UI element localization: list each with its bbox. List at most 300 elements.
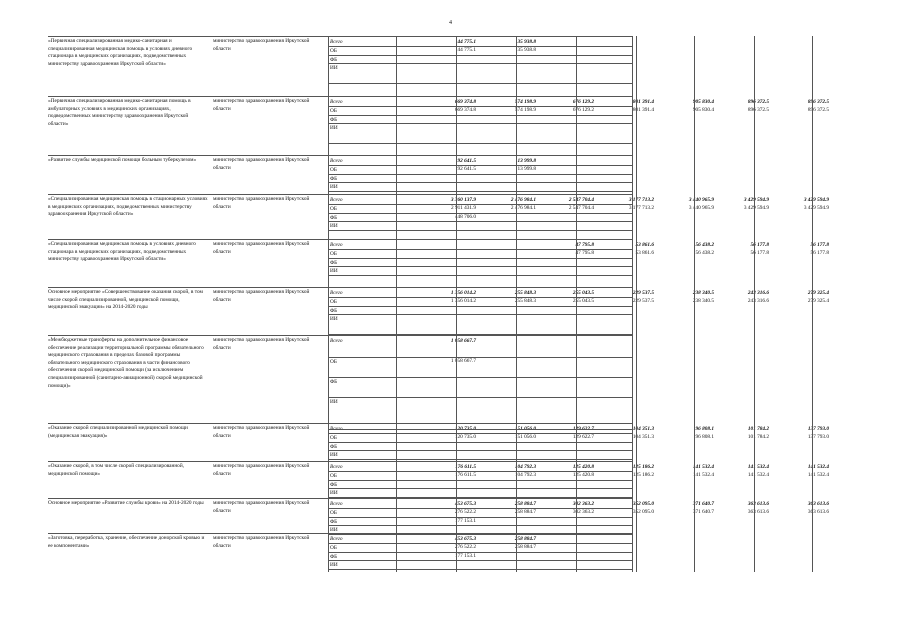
value-cell — [537, 337, 595, 345]
value-cell: 453 675.3 — [454, 536, 476, 542]
value-cell: 676 129.2 — [572, 99, 594, 105]
value-cell: 1 058 667.7 — [450, 358, 476, 364]
grid-row-line — [328, 480, 632, 481]
value-cell — [419, 306, 477, 314]
value-cell: 44 775.1 — [457, 39, 476, 45]
grid-row-line — [328, 191, 632, 192]
row-name: «Оказание скорой специализированной медицинской помощи (медицинская эвакуация)» — [48, 425, 188, 439]
row-executor: министерство здравоохранения Иркутской области — [213, 500, 310, 514]
value-cell — [537, 46, 595, 54]
grid-column-line — [576, 36, 577, 572]
value-cell — [712, 397, 770, 405]
grid-row-line — [328, 123, 632, 124]
value-cell — [597, 46, 655, 54]
value-cell: 363 613.6 — [747, 509, 769, 516]
grid-row-line — [328, 560, 632, 561]
row-name: Основное мероприятие «Совершенствование оказания скорой, в том числе скорой специализированной, медицинской помощи, медицинской эвакуации» на 2014-2020 годы — [48, 289, 203, 311]
source-label-ob: ОБ — [328, 433, 436, 441]
value-cell — [479, 480, 537, 488]
value-cell — [597, 314, 655, 322]
value-cell — [772, 182, 830, 190]
value-cell: 258 884.7 — [514, 536, 536, 542]
value-cell — [712, 552, 770, 560]
source-label-fb: ФБ — [328, 174, 436, 182]
value-cell — [537, 517, 595, 525]
value-cell: 120 735.0 — [454, 426, 476, 432]
value-cell: 125 186.2 — [632, 464, 654, 470]
grid-row-line — [328, 314, 632, 315]
grid-row-line — [328, 334, 632, 335]
row-executor: министерство здравоохранения Иркутской области — [213, 157, 310, 171]
value-cell — [597, 157, 655, 165]
value-cell — [479, 258, 537, 266]
value-cell — [419, 314, 477, 322]
value-cell — [712, 488, 770, 496]
value-cell: 243 316.6 — [747, 290, 769, 296]
grid-row-line — [328, 357, 632, 358]
value-cell — [537, 258, 595, 266]
value-cell — [712, 115, 770, 123]
source-label-ob: ОБ — [328, 106, 436, 114]
value-cell: 896 372.5 — [807, 107, 829, 114]
row-executor: министерство здравоохранения Иркутской области — [213, 535, 310, 549]
source-label-fb: ФБ — [328, 552, 436, 560]
value-cell — [419, 63, 477, 71]
source-label-ii: ИИ — [328, 123, 436, 143]
grid-row-line — [328, 543, 632, 544]
value-cell — [597, 266, 655, 274]
value-cell: 279 325.4 — [807, 298, 829, 305]
value-cell — [597, 123, 655, 131]
row-name: «Развитие службы медицинской помощи больным туберкулезом» — [48, 157, 197, 163]
value-cell — [419, 488, 477, 496]
source-label-fb: ФБ — [328, 213, 436, 221]
value-cell — [597, 174, 655, 182]
value-cell — [712, 157, 770, 165]
value-cell — [772, 442, 830, 450]
value-cell — [657, 377, 715, 385]
source-label-fb: ФБ — [328, 480, 436, 488]
value-cell — [657, 174, 715, 182]
source-label-fb: ФБ — [328, 442, 436, 450]
value-cell: 2 911 431.9 — [451, 205, 476, 212]
value-cell — [479, 55, 537, 63]
value-cell — [712, 535, 770, 543]
value-cell: 151 056.0 — [514, 434, 536, 441]
value-cell: 177 153.1 — [454, 517, 476, 524]
value-cell — [479, 488, 537, 496]
grid-row-line — [328, 297, 632, 298]
value-cell — [479, 314, 537, 322]
value-cell — [419, 480, 477, 488]
source-label-ii: ИИ — [328, 314, 436, 334]
value-cell: 255 848.3 — [514, 290, 536, 296]
value-cell — [419, 123, 477, 131]
source-label-total: Всего — [328, 425, 436, 433]
grid-row-line — [328, 258, 632, 259]
value-cell — [479, 115, 537, 123]
grid-row-line — [328, 165, 632, 166]
value-cell: 255 848.3 — [514, 298, 536, 305]
value-cell: 801 391.4 — [632, 107, 654, 114]
value-cell — [657, 525, 715, 533]
value-cell: 363 613.6 — [807, 501, 829, 507]
value-cell — [772, 115, 830, 123]
value-cell — [772, 38, 830, 46]
value-cell — [657, 266, 715, 274]
value-cell: 129 622.7 — [572, 434, 594, 441]
value-cell — [772, 397, 830, 405]
value-cell — [772, 337, 830, 345]
value-cell: 92 641.5 — [457, 158, 476, 164]
value-cell — [537, 63, 595, 71]
value-cell — [712, 442, 770, 450]
value-cell — [657, 63, 715, 71]
grid-column-line — [516, 36, 517, 572]
grid-row-line — [328, 213, 632, 214]
row-name: «Первичная специализированная медико-санитарная помощь в амбулаторных условиях в медицинских организациях, подведомственных министерству здравоохранения Иркутской области» — [48, 98, 191, 127]
value-cell: 3 177 713.2 — [628, 197, 654, 203]
grid-column-line — [456, 36, 457, 572]
value-cell: 141 532.4 — [692, 472, 714, 479]
grid-row-line — [328, 569, 632, 570]
source-label-ii: ИИ — [328, 488, 436, 496]
value-cell — [657, 560, 715, 568]
value-cell: 896 372.5 — [747, 107, 769, 114]
grid-row-line — [328, 450, 632, 451]
value-cell — [772, 174, 830, 182]
value-cell — [772, 63, 830, 71]
value-cell: 896 372.5 — [807, 99, 829, 105]
value-cell — [712, 480, 770, 488]
value-cell: 676 129.2 — [572, 107, 594, 114]
value-cell — [657, 480, 715, 488]
value-cell: 276 522.2 — [454, 544, 476, 551]
value-cell — [479, 377, 537, 385]
value-cell: 56 177.8 — [750, 242, 769, 248]
value-cell — [657, 357, 715, 365]
value-cell — [537, 55, 595, 63]
value-cell — [657, 38, 715, 46]
value-cell: 3 360 137.9 — [450, 197, 476, 203]
grid-row-line — [328, 63, 632, 64]
source-label-ob: ОБ — [328, 204, 436, 212]
value-cell: 3 429 594.9 — [743, 197, 769, 203]
value-cell — [657, 450, 715, 458]
value-cell: 141 532.4 — [807, 472, 829, 479]
value-cell — [712, 543, 770, 551]
value-cell — [597, 306, 655, 314]
grid-row-line — [328, 143, 632, 144]
value-cell: 3 429 594.9 — [743, 205, 769, 212]
value-cell: 101 784.2 — [747, 434, 769, 441]
source-label-total: Всего — [328, 196, 436, 204]
value-cell: 276 522.2 — [454, 509, 476, 516]
row-separator — [48, 96, 632, 97]
value-cell — [772, 488, 830, 496]
grid-row-line — [328, 55, 632, 56]
value-cell — [657, 182, 715, 190]
value-cell — [479, 517, 537, 525]
value-cell — [712, 63, 770, 71]
grid-row-line — [328, 488, 632, 489]
value-cell — [597, 357, 655, 365]
source-label-fb: ФБ — [328, 306, 436, 314]
value-cell — [597, 213, 655, 221]
source-label-fb: ФБ — [328, 517, 436, 525]
value-cell: 141 532.4 — [747, 464, 769, 470]
value-cell: 3 429 594.9 — [803, 205, 829, 212]
value-cell — [657, 397, 715, 405]
value-cell — [479, 63, 537, 71]
value-cell — [537, 442, 595, 450]
value-cell — [712, 38, 770, 46]
value-cell: 44 775.1 — [457, 47, 476, 54]
value-cell — [537, 560, 595, 568]
value-cell — [712, 266, 770, 274]
value-cell — [772, 357, 830, 365]
value-cell — [712, 357, 770, 365]
grid-column-line — [396, 36, 397, 572]
value-cell — [772, 123, 830, 131]
value-cell — [479, 123, 537, 131]
source-label-ii: ИИ — [328, 397, 436, 429]
grid-row-line — [328, 46, 632, 47]
row-name: «Межбюджетные трансферты на дополнительное финансовое обеспечение реализации территориальной программы обязательного медицинского страхования в пределах базовой программы обязательного медицинского страхования в части финансового обеспечения скорой медицинской помощи (за исключением специализированной (санитарно-авиационной) скорой медицинской помощи)» — [48, 337, 204, 389]
value-cell — [657, 157, 715, 165]
value-cell: 669 374.8 — [454, 99, 476, 105]
row-name: «Первичная специализированная медико-санитарная и специализированная медицинская помощь в условиях дневного стационара в медицинских организациях, подведомственных министерству здравоохранения Иркутской области» — [48, 38, 193, 67]
value-cell — [597, 165, 655, 173]
value-cell: 3 177 713.2 — [628, 205, 654, 212]
source-label-total: Всего — [328, 289, 436, 297]
value-cell — [597, 535, 655, 543]
value-cell — [537, 115, 595, 123]
value-cell: 125 420.8 — [572, 472, 594, 479]
value-cell — [712, 306, 770, 314]
value-cell — [597, 560, 655, 568]
grid-column-line — [636, 36, 637, 572]
value-cell — [712, 213, 770, 221]
value-cell — [712, 377, 770, 385]
value-cell — [537, 480, 595, 488]
value-cell — [772, 306, 830, 314]
value-cell — [419, 115, 477, 123]
value-cell — [657, 123, 715, 131]
value-cell: 104 351.3 — [632, 426, 654, 432]
grid-row-line — [328, 275, 632, 276]
value-cell — [537, 266, 595, 274]
value-cell — [537, 535, 595, 543]
row-name: «Специализированная медицинская помощь в стационарных условиях в медицинских организациях, подведомственных министерству здравоохранения Иркутской области» — [48, 196, 208, 218]
value-cell: 92 641.5 — [457, 166, 476, 173]
value-cell: 141 532.4 — [747, 472, 769, 479]
value-cell: 120 735.0 — [454, 434, 476, 441]
grid-row-line — [328, 433, 632, 434]
value-cell — [712, 560, 770, 568]
value-cell — [479, 213, 537, 221]
value-cell: 151 056.0 — [514, 426, 536, 432]
value-cell: 302 363.2 — [572, 501, 594, 507]
value-cell: 453 675.3 — [454, 501, 476, 507]
value-cell: 2 476 984.1 — [510, 197, 536, 203]
value-cell — [537, 377, 595, 385]
value-cell — [712, 314, 770, 322]
value-cell — [712, 165, 770, 173]
value-cell — [772, 517, 830, 525]
value-cell: 56 438.2 — [695, 242, 714, 248]
grid-row-line — [328, 83, 632, 84]
value-cell: 137 793.0 — [807, 434, 829, 441]
value-cell — [479, 397, 537, 405]
value-cell — [419, 182, 477, 190]
value-cell: 53 861.6 — [635, 250, 654, 257]
value-cell: 238 340.5 — [692, 298, 714, 305]
value-cell — [772, 165, 830, 173]
value-cell: 176 611.5 — [455, 464, 476, 470]
source-label-fb: ФБ — [328, 55, 436, 63]
value-cell: 47 795.8 — [575, 242, 594, 248]
value-cell — [657, 517, 715, 525]
value-cell — [772, 46, 830, 54]
value-cell — [657, 115, 715, 123]
value-cell — [597, 337, 655, 345]
value-cell — [772, 535, 830, 543]
value-cell — [772, 560, 830, 568]
value-cell: 3 429 594.9 — [803, 197, 829, 203]
grid-row-line — [328, 174, 632, 175]
value-cell — [537, 182, 595, 190]
source-label-ii: ИИ — [328, 63, 436, 83]
value-cell — [597, 377, 655, 385]
value-cell: 258 884.7 — [514, 544, 536, 551]
value-cell — [657, 442, 715, 450]
value-cell — [537, 357, 595, 365]
row-executor: министерство здравоохранения Иркутской области — [213, 241, 310, 255]
row-separator — [48, 423, 632, 424]
value-cell: 255 043.5 — [572, 290, 594, 296]
value-cell: 229 537.5 — [632, 290, 654, 296]
value-cell: 176 611.5 — [455, 472, 476, 479]
value-cell — [479, 337, 537, 345]
value-cell: 229 537.5 — [632, 298, 654, 305]
value-cell — [597, 552, 655, 560]
value-cell — [597, 182, 655, 190]
value-cell — [597, 543, 655, 551]
row-executor: министерство здравоохранения Иркутской области — [213, 425, 310, 439]
value-cell — [537, 123, 595, 131]
source-label-total: Всего — [328, 500, 436, 508]
value-cell — [657, 314, 715, 322]
value-cell — [479, 306, 537, 314]
grid-row-line — [328, 459, 632, 460]
value-cell — [657, 46, 715, 54]
grid-column-line — [632, 36, 633, 572]
value-cell — [657, 165, 715, 173]
source-label-total: Всего — [328, 157, 436, 165]
source-label-ob: ОБ — [328, 543, 436, 551]
value-cell — [419, 560, 477, 568]
value-cell: 801 391.4 — [632, 99, 654, 105]
grid-row-line — [328, 552, 632, 553]
value-cell — [657, 55, 715, 63]
grid-row-line — [328, 204, 632, 205]
row-separator — [48, 461, 632, 462]
value-cell — [597, 442, 655, 450]
value-cell: 96 808.1 — [695, 426, 714, 432]
value-cell: 104 792.3 — [514, 464, 536, 470]
source-label-fb: ФБ — [328, 115, 436, 123]
value-cell: 125 420.8 — [572, 464, 594, 470]
value-cell: 96 808.1 — [695, 434, 714, 441]
value-cell — [657, 337, 715, 345]
value-cell — [657, 543, 715, 551]
grid-row-line — [328, 508, 632, 509]
value-cell: 243 316.6 — [747, 298, 769, 305]
value-cell — [419, 249, 477, 257]
grid-row-line — [328, 429, 632, 430]
value-cell: 2 547 704.4 — [568, 205, 594, 212]
row-separator — [48, 36, 632, 37]
value-cell: 3 440 965.9 — [688, 205, 714, 212]
value-cell — [657, 535, 715, 543]
value-cell — [479, 442, 537, 450]
value-cell: 574 198.9 — [514, 107, 536, 114]
grid-row-line — [328, 266, 632, 267]
value-cell: 448 706.0 — [454, 213, 476, 220]
value-cell — [597, 221, 655, 229]
grid-row-line — [328, 306, 632, 307]
grid-row-line — [328, 182, 632, 183]
source-label-ob: ОБ — [328, 357, 436, 377]
value-cell — [537, 213, 595, 221]
grid-column-line — [754, 36, 755, 572]
value-cell: 896 372.5 — [747, 99, 769, 105]
value-cell — [712, 55, 770, 63]
value-cell — [772, 552, 830, 560]
source-label-ii: ИИ — [328, 560, 436, 568]
value-cell — [419, 442, 477, 450]
value-cell — [479, 241, 537, 249]
value-cell — [479, 450, 537, 458]
value-cell: 13 999.8 — [517, 158, 536, 164]
value-cell: 35 938.8 — [517, 39, 536, 45]
value-cell: 905 830.4 — [692, 107, 714, 114]
source-label-total: Всего — [328, 337, 436, 357]
source-label-total: Всего — [328, 98, 436, 106]
value-cell: 574 198.9 — [514, 99, 536, 105]
source-label-total: Всего — [328, 241, 436, 249]
value-cell — [712, 517, 770, 525]
value-cell: 53 861.6 — [635, 242, 654, 248]
value-cell: 56 177.8 — [750, 250, 769, 257]
source-label-ii: ИИ — [328, 221, 436, 229]
value-cell — [419, 221, 477, 229]
value-cell — [597, 258, 655, 266]
value-cell: 352 095.0 — [632, 509, 654, 516]
grid-column-line — [812, 36, 813, 572]
value-cell: 35 938.8 — [517, 47, 536, 54]
row-name: «Оказание скорой, в том числе скорой специализированной, медицинской помощи» — [48, 463, 184, 477]
value-cell: 1 356 014.2 — [450, 298, 476, 305]
value-cell — [772, 525, 830, 533]
value-cell — [657, 306, 715, 314]
grid-row-line — [328, 106, 632, 107]
value-cell — [537, 38, 595, 46]
grid-row-line — [328, 377, 632, 378]
value-cell — [597, 517, 655, 525]
value-cell: 302 363.2 — [572, 509, 594, 516]
